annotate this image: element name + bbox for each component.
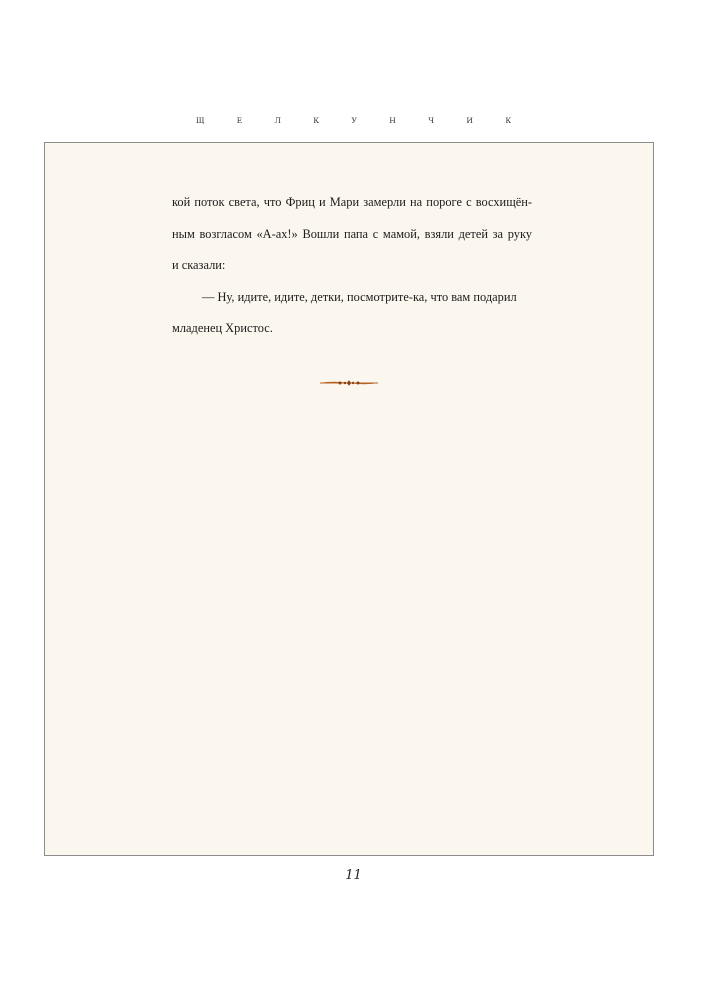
text-line: и сказали:	[172, 258, 226, 272]
dialogue-line: — Ну, идите, идите, детки, посмотрите-ка, что вам подарил	[202, 289, 517, 304]
page-number: 11	[345, 868, 362, 883]
running-head: Щ Е Л К У Н Ч И К	[195, 116, 527, 125]
ornament-divider	[318, 377, 380, 389]
text-line: младенец Христос.	[172, 321, 273, 335]
text-line: кой поток света, что Фриц и Мари замерли на пороге с восхищён-	[172, 195, 532, 209]
story-text	[172, 191, 532, 349]
text-line: ным возгласом «А-ах!» Вошли папа с мамой, взяли детей за руку	[172, 226, 532, 241]
